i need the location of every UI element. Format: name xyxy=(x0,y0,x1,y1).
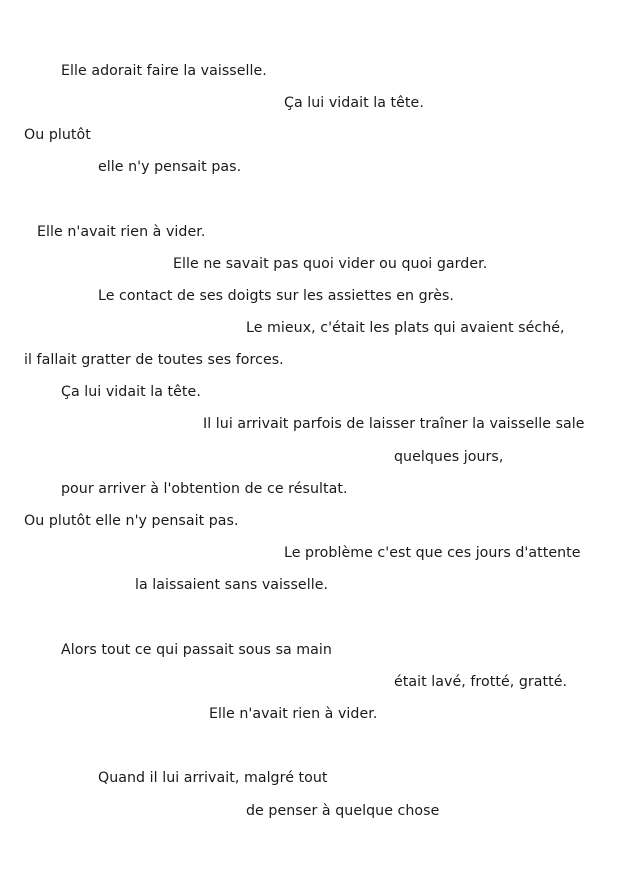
poem-line: Il lui arrivait parfois de laisser traîner la vaisselle sale xyxy=(203,416,585,432)
poem-line: Le problème c'est que ces jours d'attente xyxy=(284,545,581,561)
poem-line: il fallait gratter de toutes ses forces. xyxy=(24,352,284,368)
poem-line: Quand il lui arrivait, malgré tout xyxy=(98,770,328,786)
poem-line: Ça lui vidait la tête. xyxy=(61,384,201,400)
poem-line: quelques jours, xyxy=(394,449,504,465)
poem-line: Ou plutôt xyxy=(24,127,91,143)
poem-line: Le contact de ses doigts sur les assiettes en grès. xyxy=(98,288,454,304)
poem-line: Ça lui vidait la tête. xyxy=(284,95,424,111)
poem-line: était lavé, frotté, gratté. xyxy=(394,674,568,690)
poem-line: Elle adorait faire la vaisselle. xyxy=(61,63,267,79)
poem-line: la laissaient sans vaisselle. xyxy=(135,577,329,593)
poem-line: Alors tout ce qui passait sous sa main xyxy=(61,642,332,658)
poem-line: elle n'y pensait pas. xyxy=(98,159,242,175)
poem-line: Ou plutôt elle n'y pensait pas. xyxy=(24,513,239,529)
poem-line: Elle n'avait rien à vider. xyxy=(209,706,378,722)
poem-line: Le mieux, c'était les plats qui avaient séché, xyxy=(246,320,565,336)
poem-line: Elle n'avait rien à vider. xyxy=(37,224,206,240)
poem-line: pour arriver à l'obtention de ce résultat. xyxy=(61,481,348,497)
poem-line: de penser à quelque chose xyxy=(246,803,440,819)
poem-line: Elle ne savait pas quoi vider ou quoi garder. xyxy=(173,256,488,272)
